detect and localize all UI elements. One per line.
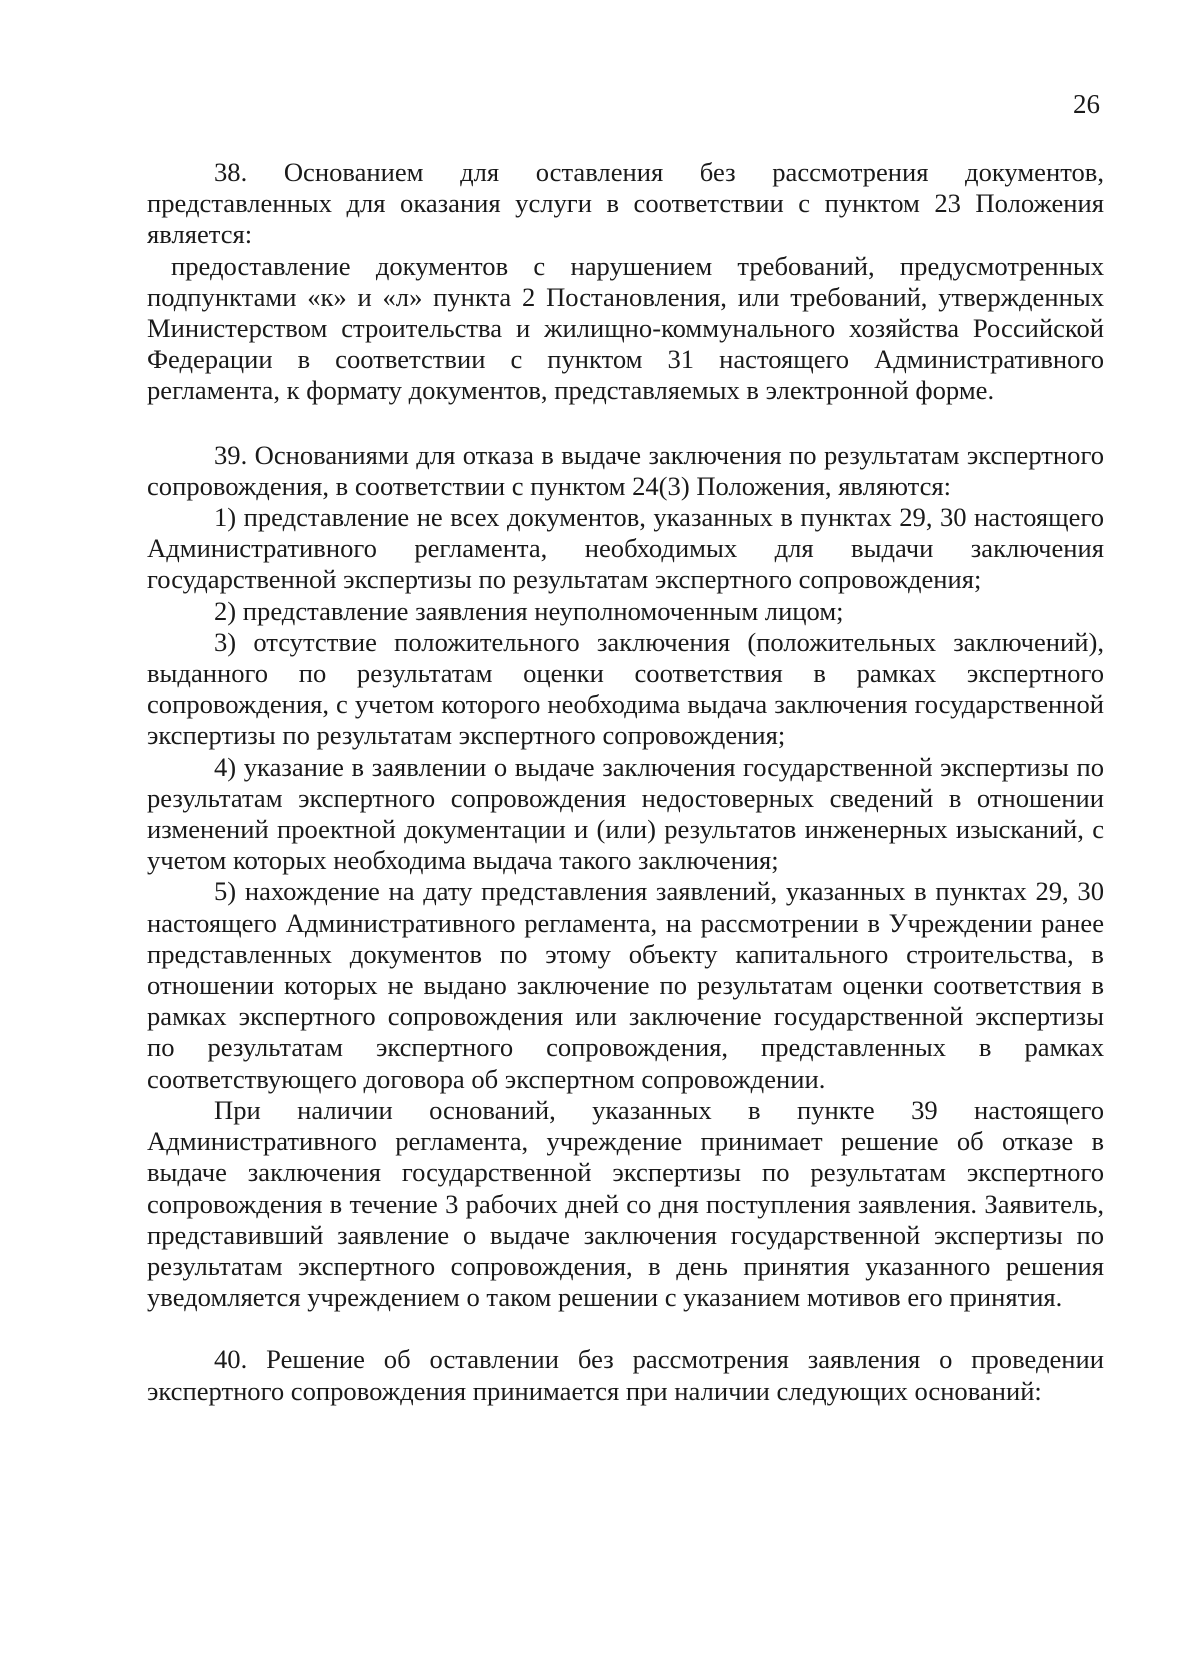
- section-39-closing: При наличии оснований, указанных в пункте 39 настоящего Административного регламента, учреждение принимает решение об отказе в выдаче заключения государственной экспертизы по результатам экспертного сопровождения в течение 3 рабочих дней со дня поступления заявления. Заявитель, представивший заявление о выдаче заключения государственной экспертизы по результатам экспертного сопровождения, в день принятия указанного решения уведомляется учреждением о таком решении с указанием мотивов его принятия.: [147, 1094, 1104, 1313]
- page-number: 26: [1073, 89, 1100, 119]
- document-body: [147, 157, 1104, 1407]
- section-38-item: предоставление документов с нарушением требований, предусмотренных подпунктами «к» и «л» пункта 2 Постановления, или требований, утвержденных Министерством строительства и жилищно-коммунального хозяйства Российской Федерации в соответствии с пунктом 31 настоящего Административного регламента, к формату документов, представляемых в электронной форме.: [147, 250, 1104, 406]
- section-39-item-3: 3) отсутствие положительного заключения (положительных заключений), выданного по результатам оценки соответствия в рамках экспертного сопровождения, с учетом которого необходима выдача заключения государственной экспертизы по результатам экспертного сопровождения;: [147, 626, 1104, 751]
- section-39-item-4: 4) указание в заявлении о выдаче заключения государственной экспертизы по результатам экспертного сопровождения недостоверных сведений в отношении изменений проектной документации и (или) результатов инженерных изысканий, с учетом которых необходима выдача такого заключения;: [147, 751, 1104, 876]
- section-40-intro: 40. Решение об оставлении без рассмотрения заявления о проведении экспертного сопровождения принимается при наличии следующих оснований:: [147, 1344, 1104, 1406]
- section-38-intro: 38. Основанием для оставления без рассмотрения документов, представленных для оказания услуги в соответствии с пунктом 23 Положения является:: [147, 157, 1104, 250]
- section-39-item-5: 5) нахождение на дату представления заявлений, указанных в пунктах 29, 30 настоящего Административного регламента, на рассмотрении в Учреждении ранее представленных документов по этому объекту капитального строительства, в отношении которых не выдано заключение по результатам оценки соответствия в рамках экспертного сопровождения или заключение государственной экспертизы по результатам экспертного сопровождения, представленных в рамках соответствующего договора об экспертном сопровождении.: [147, 876, 1104, 1094]
- section-39-item-2: 2) представление заявления неуполномоченным лицом;: [214, 595, 844, 626]
- section-39-item-1: 1) представление не всех документов, указанных в пунктах 29, 30 настоящего Административного регламента, необходимых для выдачи заключения государственной экспертизы по результатам экспертного сопровождения;: [147, 502, 1104, 595]
- section-39-intro: 39. Основаниями для отказа в выдаче заключения по результатам экспертного сопровождения, в соответствии с пунктом 24(3) Положения, являются:: [147, 439, 1104, 501]
